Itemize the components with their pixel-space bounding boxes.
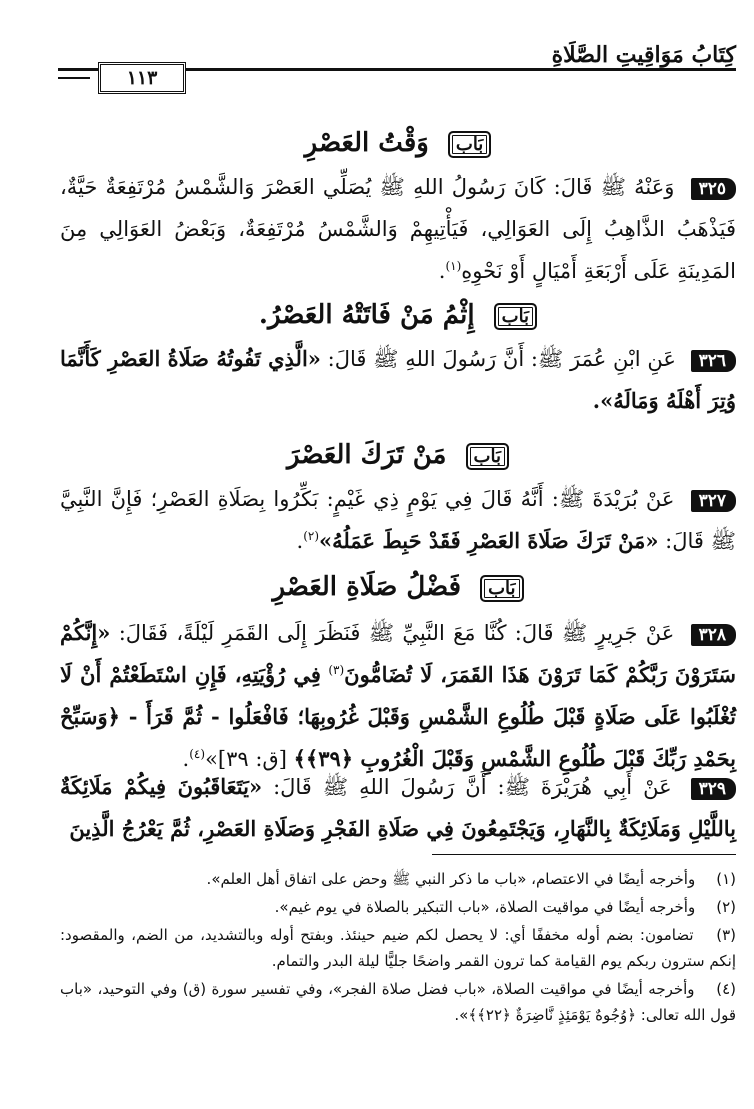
hadith-number: ٣٢٥: [691, 178, 736, 200]
chapter-heading: [60, 572, 736, 602]
footnote-ref: (٤): [189, 747, 206, 761]
footnote-ref: (٣): [328, 663, 345, 677]
footnote: [60, 976, 736, 1028]
footnote: [60, 922, 736, 974]
hadith-paragraph: ٣٢٥ وَعَنْهُ ﷺ قَالَ: كَانَ رَسُولُ اللهِ ﷺ يُصَلِّي العَصْرَ وَالشَّمْسُ مُرْتَفِعَةٌ حَيَّةٌ، فَيَذْهَبُ الذَّاهِبُ إِلَى العَوَالِي، فَيَأْتِيهِمْ وَالشَّمْسُ مُرْتَفِعَةٌ، وَبَعْضُ العَوَالِي مِنَ المَدِينَةِ عَلَى أَرْبَعَةِ أَمْيَالٍ أَوْ نَحْوِهِ$^{(١)}$.: [60, 175, 736, 283]
hadith-quote: «الَّذِي تَفُوتُهُ صَلَاةُ العَصْرِ كَأَنَّمَا وُتِرَ أَهْلَهُ وَمَالَهُ».: [60, 346, 736, 413]
chapter-heading: [60, 300, 736, 330]
hadith-paragraph: [60, 338, 736, 422]
hadith-quote: «يَتَعَاقَبُونَ فِيكُمْ مَلَائِكَةٌ بِاللَّيْلِ وَمَلَائِكَةٌ بِالنَّهَارِ، وَيَجْتَمِعُونَ فِي صَلَاةِ الفَجْرِ وَصَلَاةِ العَصْرِ، ثُمَّ يَعْرُجُ الَّذِينَ: [60, 774, 736, 841]
hadith-number: ٣٢٩: [691, 778, 736, 800]
hadith-text: عَنْ جَرِيرٍ ﷺ قَالَ: كُنَّا مَعَ النَّبِيِّ ﷺ فَنَظَرَ إِلَى القَمَرِ لَيْلَةً، فَقَالَ:: [118, 621, 675, 645]
footnote-number: (٤): [716, 980, 736, 998]
chapter-title: وَقْتُ العَصْرِ: [304, 128, 429, 158]
chapter-title: فَضْلُ صَلَاةِ العَصْرِ: [272, 572, 462, 602]
footnote-text: وأخرجه أيضًا في مواقيت الصلاة، «باب التبكير بالصلاة في يوم غيم».: [274, 898, 696, 916]
chapter-title: مَنْ تَرَكَ العَصْرَ: [287, 440, 447, 470]
footnote: [60, 894, 736, 920]
footnote-separator: [432, 854, 736, 855]
hadith-number: ٣٢٨: [691, 624, 736, 646]
bab-badge: بَاب: [480, 575, 523, 602]
footnote-ref: (١): [445, 259, 462, 273]
bab-badge: بَاب: [494, 303, 537, 330]
book-title: كِتَابُ مَوَاقِيتِ الصَّلَاةِ: [551, 42, 736, 68]
footnote-number: (٣): [716, 926, 736, 944]
bab-badge: بَاب: [448, 131, 491, 158]
footnotes: [60, 866, 736, 1030]
hadith-number: ٣٢٦: [691, 350, 736, 372]
hadith-quote-cont: فِي رُؤْيَتِهِ، فَإِنِ اسْتَطَعْتُمْ أَنْ لَا تُغْلَبُوا عَلَى صَلَاةٍ قَبْلَ طُلُوعِ الشَّمْسِ وَقَبْلَ غُرُوبِهَا؛ فَافْعَلُوا - ثُمَّ قَرَأَ - ﴿وَسَبِّحْ بِحَمْدِ رَبِّكَ قَبْلَ طُلُوعِ الشَّمْسِ وَقَبْلَ الْغُرُوبِ ﴿٣٩﴾﴾: [60, 662, 736, 771]
hadith-text: عَنْ أَبِي هُرَيْرَةَ ﷺ: أَنَّ رَسُولَ اللهِ ﷺ قَالَ:: [273, 775, 672, 799]
footnote-number: (١): [716, 870, 736, 888]
hadith-paragraph: [60, 766, 736, 850]
footnote-text: وأخرجه أيضًا في مواقيت الصلاة، «باب فضل صلاة الفجر»، وفي تفسير سورة (ق) وفي التوحيد، «باب قول الله تعالى: ﴿وُجُوهٌ يَوْمَئِذٍ نَّاضِرَةٌ ﴿٢٢﴾﴾».: [60, 980, 736, 1024]
hadith-text: عَنْ بُرَيْدَةَ ﷺ: أَنَّهُ قَالَ فِي يَوْمٍ ذِي غَيْمٍ: بَكِّرُوا بِصَلَاةِ العَصْرِ؛ فَإِنَّ النَّبِيَّ ﷺ قَالَ:: [60, 487, 736, 553]
hadith-paragraph: ٣٢٧ عَنْ بُرَيْدَةَ ﷺ: أَنَّهُ قَالَ فِي يَوْمٍ ذِي غَيْمٍ: بَكِّرُوا بِصَلَاةِ العَصْرِ؛ فَإِنَّ النَّبِيَّ ﷺ قَالَ: «مَنْ تَرَكَ صَلَاةَ العَصْرِ فَقَدْ حَبِطَ عَمَلُهُ»$^{(٢)}$.: [60, 487, 736, 553]
bab-badge: بَاب: [466, 443, 509, 470]
hadith-quote: «إِنَّكُمْ سَتَرَوْنَ رَبَّكُمْ كَمَا تَرَوْنَ هَذَا القَمَرَ، لَا تُضَامُّونَ: [60, 620, 736, 687]
footnote-ref: (٢): [303, 529, 320, 543]
hadith-paragraph: ٣٢٨ عَنْ جَرِيرٍ ﷺ قَالَ: كُنَّا مَعَ النَّبِيِّ ﷺ فَنَظَرَ إِلَى القَمَرِ لَيْلَةً، فَقَالَ: «إِنَّكُمْ سَتَرَوْنَ رَبَّكُمْ كَمَا تَرَوْنَ هَذَا القَمَرَ، لَا تُضَامُّونَ$^{(٣)}$ فِي رُؤْيَتِهِ، فَإِنِ اسْتَطَعْتُمْ أَنْ لَا تُغْلَبُوا عَلَى صَلَاةٍ قَبْلَ طُلُوعِ الشَّمْسِ وَقَبْلَ غُرُوبِهَا؛ فَافْعَلُوا - ثُمَّ قَرَأَ - ﴿وَسَبِّحْ بِحَمْدِ رَبِّكَ قَبْلَ طُلُوعِ الشَّمْسِ وَقَبْلَ الْغُرُوبِ ﴿٣٩﴾﴾ [ق: ٣٩]»$^{(٤)}$.: [60, 620, 736, 771]
chapter-heading: [60, 440, 736, 470]
verse-reference: [ق: ٣٩]»: [205, 747, 287, 771]
footnote: [60, 866, 736, 892]
page-number: ١١٣: [98, 62, 186, 94]
footnote-text: تضامون: بضم أوله مخففًا أي: لا يحصل لكم ضيم حينئذ. وبفتح أوله وبالتشديد، من الضم، والمقصود: إنكم سترون ربكم يوم القيامة كما ترون القمر واضحًا جليًّا ليلة البدر والتمام.: [60, 926, 736, 970]
chapter-title: إِثْمُ مَنْ فَاتَتْهُ العَصْرُ.: [258, 300, 475, 330]
chapter-heading: [60, 128, 736, 158]
page-header: [58, 42, 736, 94]
hadith-text: عَنِ ابْنِ عُمَرَ ﷺ: أَنَّ رَسُولَ اللهِ ﷺ قَالَ:: [327, 347, 676, 371]
footnote-text: وأخرجه أيضًا في الاعتصام، «باب ما ذكر النبي ﷺ وحض على اتفاق أهل العلم».: [206, 870, 696, 888]
hadith-number: ٣٢٧: [691, 490, 736, 512]
hadith-text: وَعَنْهُ ﷺ قَالَ: كَانَ رَسُولُ اللهِ ﷺ يُصَلِّي العَصْرَ وَالشَّمْسُ مُرْتَفِعَةٌ حَيَّةٌ، فَيَذْهَبُ الذَّاهِبُ إِلَى العَوَالِي، فَيَأْتِيهِمْ وَالشَّمْسُ مُرْتَفِعَةٌ، وَبَعْضُ العَوَالِي مِنَ المَدِينَةِ عَلَى أَرْبَعَةِ أَمْيَالٍ أَوْ نَحْوِهِ: [60, 175, 736, 283]
hadith-quote: «مَنْ تَرَكَ صَلَاةَ العَصْرِ فَقَدْ حَبِطَ عَمَلُهُ»: [319, 528, 659, 553]
footnote-number: (٢): [716, 898, 736, 916]
header-rule-short: [58, 77, 90, 79]
